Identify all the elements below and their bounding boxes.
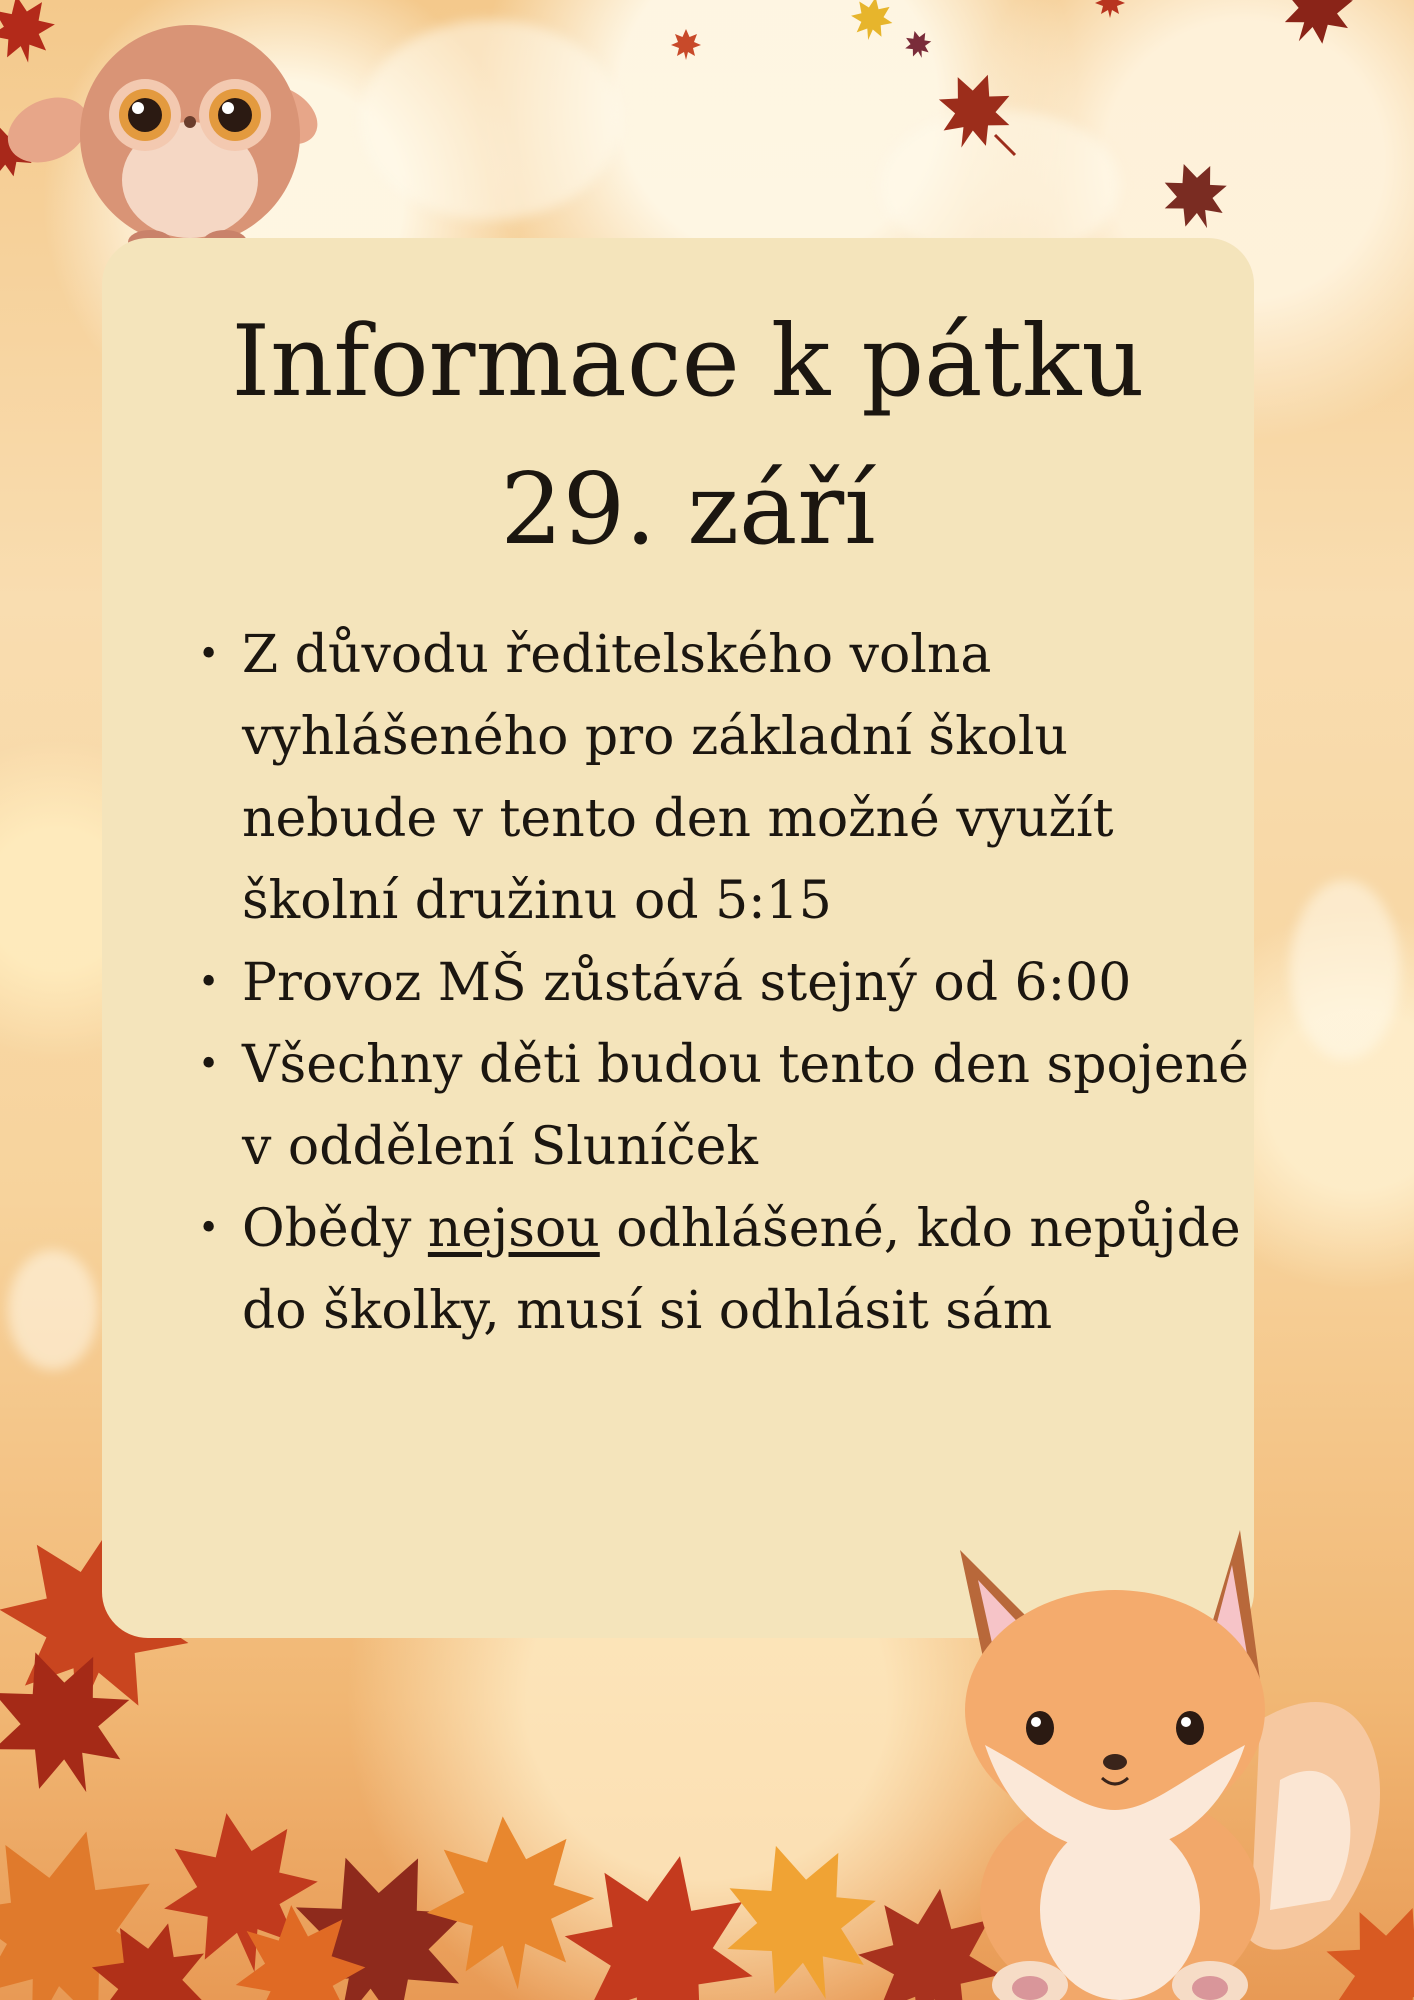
lunch-text-before: Obědy — [242, 1199, 428, 1259]
bokeh-light — [8, 1250, 98, 1370]
list-item: • Všechny děti budou tento den spojené v oddělení Sluníček — [190, 1024, 1250, 1188]
lunch-emphasis: nejsou — [427, 1199, 600, 1259]
list-item: • Z důvodu ředitelského volna vyhlášeného pro základní školu nebude v tento den možné využít školní družinu od 5:15 — [190, 614, 1250, 942]
list-item — [190, 1188, 1250, 1352]
list-item: • Provoz MŠ zůstává stejný od 6:00 — [190, 942, 1250, 1024]
maple-leaf-icon — [545, 1836, 774, 2000]
maple-leaf-icon — [1153, 153, 1238, 240]
owl-illustration-icon — [0, 10, 330, 260]
title-line-2: 29. září — [500, 453, 876, 567]
maple-leaf-icon — [847, 0, 896, 44]
notice-list — [190, 614, 1250, 1352]
page-title — [102, 288, 1274, 584]
lunch-text-after: odhlášené, kdo nepůjde do školky, musí si odhlásit sám — [242, 1199, 1241, 1341]
bokeh-light — [1290, 880, 1400, 1060]
maple-leaf-icon — [1095, 0, 1125, 18]
fox-illustration-icon — [930, 1480, 1400, 2000]
maple-leaf-icon — [901, 27, 934, 61]
maple-leaf-icon — [419, 1809, 601, 1997]
maple-leaf-icon — [926, 62, 1023, 160]
maple-leaf-icon — [1268, 0, 1368, 59]
maple-leaf-icon — [671, 29, 701, 60]
title-line-1: Informace k pátku — [231, 305, 1145, 419]
